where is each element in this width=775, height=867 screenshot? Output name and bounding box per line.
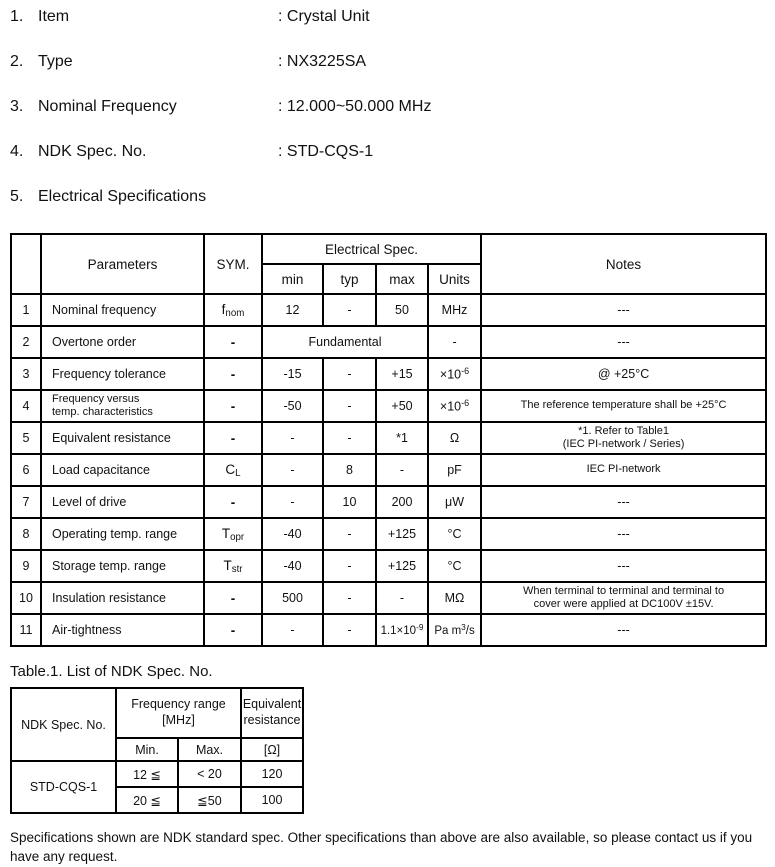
max-header: Max. — [178, 738, 241, 761]
section-number: 5. — [10, 188, 24, 205]
min-cell: -15 — [262, 358, 323, 390]
units-cell: MΩ — [428, 582, 481, 614]
symbol-cell: - — [204, 614, 262, 646]
min-header: min — [262, 264, 323, 294]
max-header: max — [376, 264, 428, 294]
symbol-cell: $f_{nom}$ — [204, 294, 262, 326]
freq-max-cell: ≦50 — [178, 787, 241, 813]
footer-note: Specifications shown are NDK standard spec. Other specifications than above are also available, so please contact us if you have any request. — [10, 830, 753, 864]
units-cell: pF — [428, 454, 481, 486]
ohm-header: [Ω] — [241, 738, 303, 761]
notes-cell: When terminal to terminal and terminal to cover were applied at DC100V ±15V. — [481, 582, 766, 614]
min-cell: 12 — [262, 294, 323, 326]
freq-min-cell: 12 ≦ — [116, 761, 178, 787]
typ-cell: - — [323, 358, 376, 390]
header-item-list — [10, 8, 775, 208]
item-number: 1. — [10, 8, 24, 25]
notes-cell: --- — [481, 550, 766, 582]
item-label: Item — [38, 8, 70, 25]
symbol-cell: - — [204, 326, 262, 358]
equivalent-resistance-header: Equivalent resistance — [241, 688, 303, 738]
resistance-cell: 120 — [241, 761, 303, 787]
frequency-range-header: Frequency range [MHz] — [116, 688, 241, 738]
parameter-cell: Frequency versus temp. characteristics — [41, 390, 204, 422]
sym-header: SYM. — [204, 234, 262, 294]
parameter-cell: Air-tightness — [41, 614, 204, 646]
symbol-cell: - — [204, 358, 262, 390]
min-cell: - — [262, 614, 323, 646]
row-number: 9 — [11, 550, 41, 582]
electrical-spec-table — [10, 233, 767, 647]
min-cell: -50 — [262, 390, 323, 422]
parameter-cell: Overtone order — [41, 326, 204, 358]
typ-cell: 8 — [323, 454, 376, 486]
units-cell: °C — [428, 550, 481, 582]
spec-row-frequency-tolerance — [11, 358, 766, 390]
units-cell: °C — [428, 518, 481, 550]
units-cell: Ω — [428, 422, 481, 454]
min-cell: - — [262, 454, 323, 486]
parameter-cell: Operating temp. range — [41, 518, 204, 550]
parameters-header: Parameters — [41, 234, 204, 294]
corner-cell — [11, 234, 41, 294]
units-cell: $\times 10^{-6}$ — [428, 390, 481, 422]
max-cell: 200 — [376, 486, 428, 518]
item-value: : Crystal Unit — [278, 8, 370, 25]
min-cell: - — [262, 486, 323, 518]
section-electrical-specifications — [10, 188, 775, 208]
item-number: 2. — [10, 53, 24, 70]
spec-row-level-of-drive — [11, 486, 766, 518]
item-label: Type — [38, 53, 73, 70]
units-cell: MHz — [428, 294, 481, 326]
list-item-nominal-frequency — [10, 98, 775, 118]
ndk-table-header-row-1 — [11, 688, 303, 738]
notes-cell: --- — [481, 614, 766, 646]
units-cell: Pa $m^3/s$ — [428, 614, 481, 646]
ndk-table-row-1 — [11, 761, 303, 787]
notes-cell: *1. Refer to Table1 (IEC PI-network / Series) — [481, 422, 766, 454]
item-value: : 12.000~50.000 MHz — [278, 98, 432, 115]
spec-table-header-row-1 — [11, 234, 766, 264]
typ-cell: - — [323, 614, 376, 646]
units-cell: - — [428, 326, 481, 358]
typ-cell: - — [323, 518, 376, 550]
symbol-cell: - — [204, 486, 262, 518]
freq-min-cell: 20 ≦ — [116, 787, 178, 813]
symbol-cell: $C_L$ — [204, 454, 262, 486]
units-cell: $\times 10^{-6}$ — [428, 358, 481, 390]
fundamental-cell: Fundamental — [262, 326, 428, 358]
notes-cell: IEC PI-network — [481, 454, 766, 486]
typ-cell: - — [323, 390, 376, 422]
symbol-cell: $T_{opr}$ — [204, 518, 262, 550]
spec-row-storage-temp-range — [11, 550, 766, 582]
parameter-cell: Load capacitance — [41, 454, 204, 486]
notes-cell: --- — [481, 518, 766, 550]
resistance-cell: 100 — [241, 787, 303, 813]
row-number: 7 — [11, 486, 41, 518]
typ-cell: - — [323, 422, 376, 454]
electrical-spec-header: Electrical Spec. — [262, 234, 481, 264]
parameter-cell: Storage temp. range — [41, 550, 204, 582]
spec-row-frequency-vs-temp — [11, 390, 766, 422]
symbol-cell: $T_{str}$ — [204, 550, 262, 582]
spec-row-air-tightness — [11, 614, 766, 646]
typ-cell: - — [323, 294, 376, 326]
parameter-cell: Nominal frequency — [41, 294, 204, 326]
max-cell: *1 — [376, 422, 428, 454]
units-header: Units — [428, 264, 481, 294]
row-number: 1 — [11, 294, 41, 326]
list-item-item — [10, 8, 775, 28]
typ-cell: 10 — [323, 486, 376, 518]
max-cell: +15 — [376, 358, 428, 390]
list-item-type — [10, 53, 775, 73]
row-number: 2 — [11, 326, 41, 358]
row-number: 4 — [11, 390, 41, 422]
item-number: 4. — [10, 143, 24, 160]
notes-cell: --- — [481, 486, 766, 518]
typ-cell: - — [323, 582, 376, 614]
notes-header: Notes — [481, 234, 766, 294]
max-cell: - — [376, 454, 428, 486]
spec-row-nominal-frequency — [11, 294, 766, 326]
notes-cell: The reference temperature shall be +25°C — [481, 390, 766, 422]
row-number: 3 — [11, 358, 41, 390]
row-number: 6 — [11, 454, 41, 486]
item-label: NDK Spec. No. — [38, 143, 147, 160]
spec-row-equivalent-resistance — [11, 422, 766, 454]
spec-row-operating-temp-range — [11, 518, 766, 550]
symbol-cell: - — [204, 422, 262, 454]
notes-cell: --- — [481, 326, 766, 358]
row-number: 11 — [11, 614, 41, 646]
spec-row-overtone-order — [11, 326, 766, 358]
symbol-cell: - — [204, 582, 262, 614]
item-label: Nominal Frequency — [38, 98, 177, 115]
parameter-cell: Frequency tolerance — [41, 358, 204, 390]
max-cell: 50 — [376, 294, 428, 326]
row-number: 10 — [11, 582, 41, 614]
min-cell: -40 — [262, 550, 323, 582]
max-cell: - — [376, 582, 428, 614]
spec-row-insulation-resistance — [11, 582, 766, 614]
table1-title: Table.1. List of NDK Spec. No. — [10, 663, 213, 680]
spec-row-load-capacitance — [11, 454, 766, 486]
parameter-cell: Equivalent resistance — [41, 422, 204, 454]
item-value: : STD-CQS-1 — [278, 143, 374, 160]
symbol-cell: - — [204, 390, 262, 422]
freq-max-cell: < 20 — [178, 761, 241, 787]
list-item-ndk-spec-no — [10, 143, 775, 163]
notes-cell: --- — [481, 294, 766, 326]
min-cell: 500 — [262, 582, 323, 614]
max-cell: +125 — [376, 518, 428, 550]
typ-header: typ — [323, 264, 376, 294]
max-cell: $1.1\times 10^{-9}$ — [376, 614, 428, 646]
ndk-spec-no-table — [10, 687, 304, 814]
min-cell: - — [262, 422, 323, 454]
item-value: : NX3225SA — [278, 53, 367, 70]
parameter-cell: Insulation resistance — [41, 582, 204, 614]
spec-no-cell: STD-CQS-1 — [11, 761, 116, 813]
min-header: Min. — [116, 738, 178, 761]
row-number: 5 — [11, 422, 41, 454]
max-cell: +50 — [376, 390, 428, 422]
typ-cell: - — [323, 550, 376, 582]
section-title: Electrical Specifications — [38, 188, 207, 205]
units-cell: μW — [428, 486, 481, 518]
notes-cell: @ +25°C — [481, 358, 766, 390]
row-number: 8 — [11, 518, 41, 550]
min-cell: -40 — [262, 518, 323, 550]
ndk-spec-no-header: NDK Spec. No. — [11, 688, 116, 761]
max-cell: +125 — [376, 550, 428, 582]
item-number: 3. — [10, 98, 24, 115]
parameter-cell: Level of drive — [41, 486, 204, 518]
